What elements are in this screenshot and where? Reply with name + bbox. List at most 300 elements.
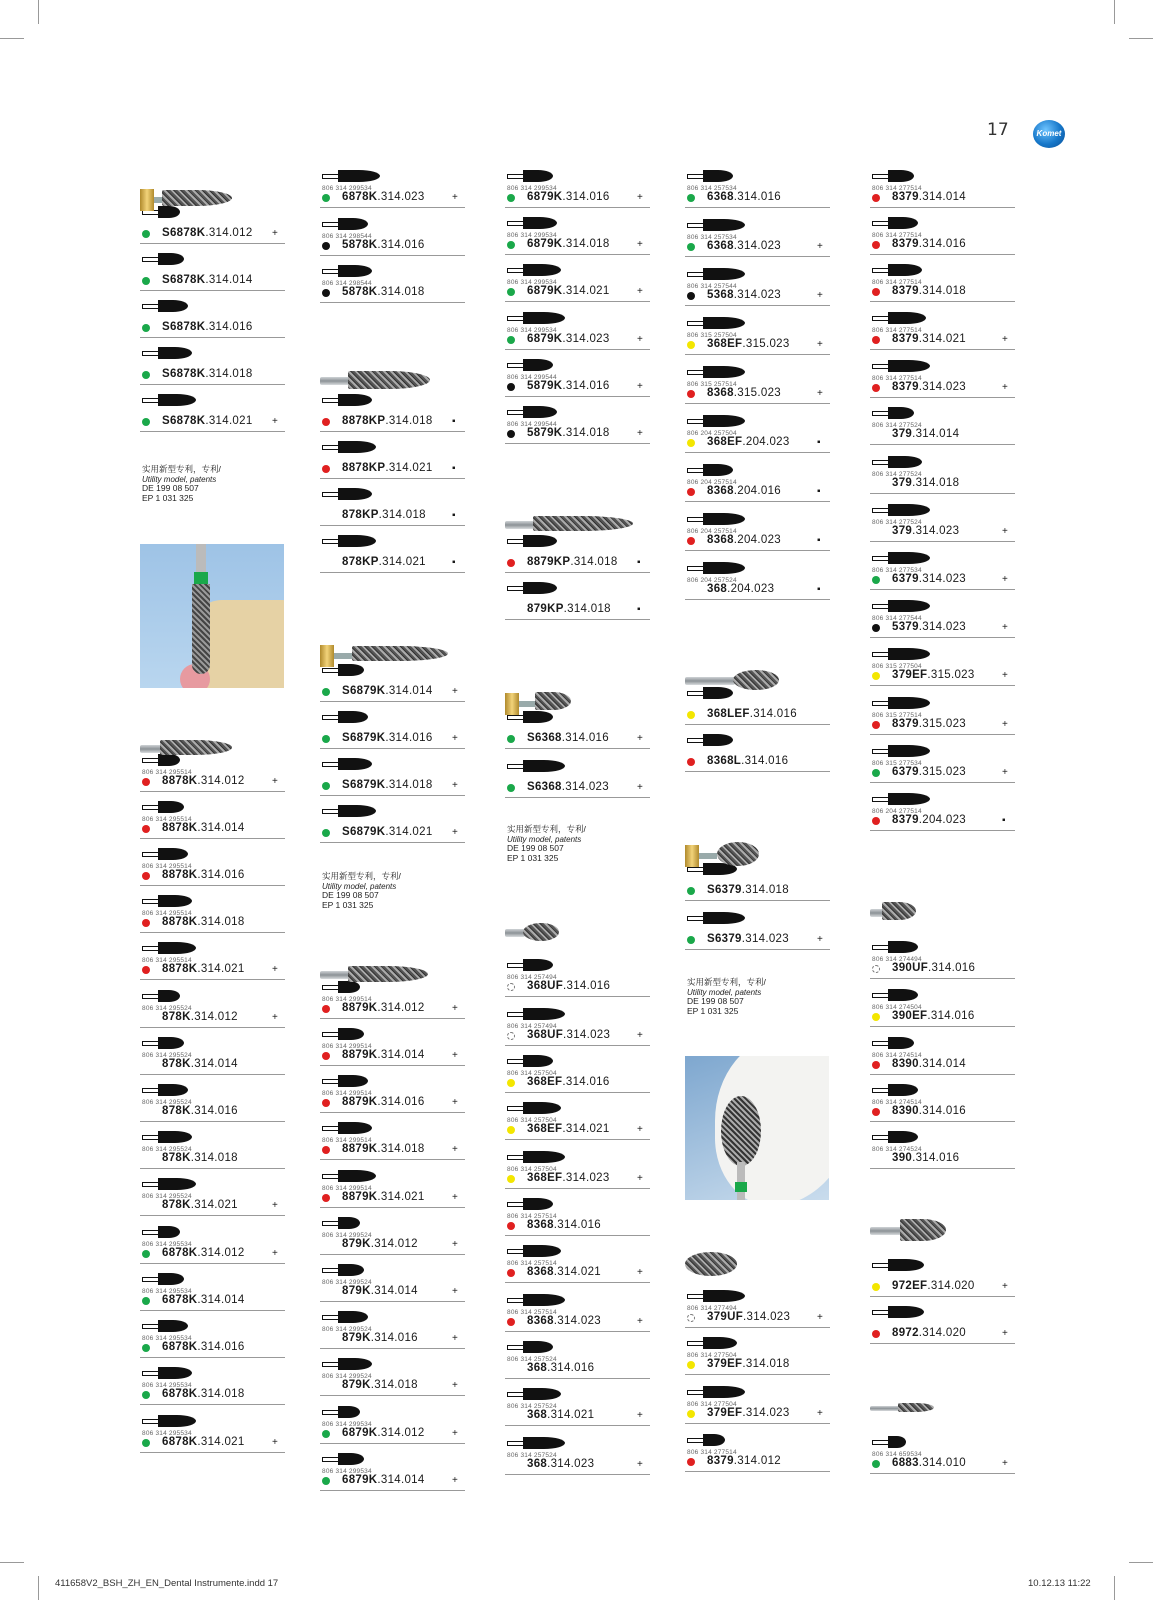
- divider: [870, 978, 1015, 979]
- reference-prefix: 6878K: [162, 1388, 198, 1400]
- reference-suffix: .314.016: [561, 732, 609, 744]
- shank-icon: [142, 351, 159, 356]
- grit-color-dot: [872, 384, 880, 392]
- reference-number: [892, 1105, 966, 1117]
- head-icon: [158, 1178, 196, 1190]
- grit-color-dot: [142, 230, 150, 238]
- grit-color-dot: [322, 1005, 330, 1013]
- availability-mark: +: [637, 286, 643, 297]
- reference-suffix: .314.016: [197, 1341, 245, 1353]
- reference-number: [707, 338, 790, 350]
- availability-mark: +: [272, 1012, 278, 1023]
- divider: [870, 734, 1015, 735]
- grit-color-dot: [687, 439, 695, 447]
- reference-number: [342, 1238, 418, 1250]
- reference-suffix: .314.018: [197, 916, 245, 928]
- grit-color-dot: [687, 537, 695, 545]
- reference-suffix: .314.023: [743, 1311, 791, 1323]
- head-icon: [338, 1311, 368, 1323]
- shank-icon: [687, 738, 704, 743]
- catalog-item: [140, 1269, 285, 1315]
- reference-prefix: 8368: [707, 485, 734, 497]
- divider: [140, 1452, 285, 1453]
- divider: [685, 354, 830, 355]
- head-icon: [523, 1437, 565, 1449]
- head-icon: [158, 1320, 188, 1332]
- reference-number: [707, 485, 781, 497]
- footer-file: 411658V2_BSH_ZH_EN_Dental Instrumente.indd 17: [55, 1578, 279, 1589]
- reference-number: [342, 779, 433, 791]
- reference-prefix: 8390: [892, 1058, 919, 1070]
- reference-suffix: .314.016: [385, 732, 433, 744]
- catalog-item: [140, 1316, 285, 1362]
- grit-color-dot: [872, 1330, 880, 1338]
- reference-prefix: 878KP: [342, 509, 379, 521]
- order-code: 806 314 298544: [322, 280, 372, 287]
- divider: [140, 1027, 285, 1028]
- catalog-item: [140, 1080, 285, 1126]
- reference-prefix: 6879K: [342, 1427, 378, 1439]
- divider: [685, 403, 830, 404]
- catalog-item: [320, 1449, 465, 1495]
- reference-prefix: S6878K: [162, 274, 206, 286]
- order-code: 806 314 295514: [142, 957, 192, 964]
- shank-icon: [322, 809, 339, 814]
- grit-color-dot: [322, 829, 330, 837]
- shank-icon: [142, 1135, 159, 1140]
- shank-icon: [872, 364, 889, 369]
- shank-icon: [142, 304, 159, 309]
- shank-icon: [507, 1155, 524, 1160]
- head-icon: [888, 360, 930, 372]
- catalog-item: [870, 1432, 1015, 1478]
- catalog-item: [685, 460, 830, 506]
- grit-color-dot: [687, 758, 695, 766]
- reference-suffix: .314.018: [741, 884, 789, 896]
- reference-number: [707, 289, 781, 301]
- reference-number: [892, 1327, 966, 1339]
- availability-mark: ▪: [1002, 815, 1006, 826]
- availability-mark: +: [272, 416, 278, 427]
- reference-number: [527, 380, 610, 392]
- divider: [320, 795, 465, 796]
- reference-number: [527, 781, 609, 793]
- catalog-item: [320, 1307, 465, 1353]
- head-icon: [703, 1337, 737, 1349]
- head-icon: [523, 760, 565, 772]
- reference-number: [342, 191, 425, 203]
- grit-color-dot: [872, 672, 880, 680]
- grit-color-dot: [687, 194, 695, 202]
- catalog-item: [505, 1004, 650, 1050]
- head-icon: [888, 1131, 918, 1143]
- shank-icon: [872, 508, 889, 513]
- divider: [685, 599, 830, 600]
- divider: [140, 290, 285, 291]
- catalog-item: [685, 264, 830, 310]
- shank-icon: [872, 460, 889, 465]
- shank-icon: [507, 221, 524, 226]
- shank-icon: [507, 410, 524, 415]
- head-icon: [703, 268, 745, 280]
- catalog-item: [870, 403, 1015, 449]
- head-icon: [703, 366, 745, 378]
- shank-icon: [507, 174, 524, 179]
- order-code: 806 204 257524: [687, 577, 737, 584]
- availability-mark: +: [817, 290, 823, 301]
- divider: [140, 1168, 285, 1169]
- reference-prefix: 878K: [162, 1058, 191, 1070]
- divider: [870, 685, 1015, 686]
- reference-suffix: .314.021: [205, 415, 253, 427]
- reference-prefix: 368: [527, 1362, 548, 1374]
- head-icon: [158, 895, 192, 907]
- divider: [685, 207, 830, 208]
- clinical-photo-tooth-prep: [140, 544, 284, 688]
- order-code: 806 314 257504: [507, 1117, 557, 1124]
- patent-note: 实用新型专利，专利/ Utility model, patents DE 199 08 507 EP 1 031 325: [322, 871, 401, 910]
- reference-suffix: .314.016: [912, 1152, 960, 1164]
- reference-number: [342, 286, 425, 298]
- grit-color-dot: [872, 817, 880, 825]
- instrument-image-390uf: [870, 900, 920, 928]
- reference-number: [527, 1076, 610, 1088]
- reference-prefix: 8879KP: [527, 556, 571, 568]
- shank-icon: [872, 945, 889, 950]
- reference-prefix: 8878KP: [342, 415, 386, 427]
- grit-color-dot: [687, 488, 695, 496]
- reference-suffix: .314.018: [370, 1379, 418, 1391]
- head-icon: [338, 441, 376, 453]
- availability-mark: +: [452, 827, 458, 838]
- availability-mark: +: [817, 388, 823, 399]
- grit-color-dot: [687, 1410, 695, 1418]
- shank-icon: [142, 946, 159, 951]
- head-icon: [888, 1436, 906, 1448]
- grit-color-dot: [507, 241, 515, 249]
- reference-suffix: .314.018: [385, 779, 433, 791]
- reference-suffix: .314.023: [912, 525, 960, 537]
- shank-icon: [142, 257, 159, 262]
- divider: [685, 900, 830, 901]
- availability-mark: ▪: [452, 510, 456, 521]
- availability-mark: ▪: [637, 557, 641, 568]
- reference-prefix: 8878K: [162, 869, 198, 881]
- reference-suffix: .314.012: [190, 1011, 238, 1023]
- divider: [685, 1423, 830, 1424]
- reference-prefix: 8379: [892, 285, 919, 297]
- reference-suffix: .314.016: [205, 321, 253, 333]
- availability-mark: +: [1002, 1328, 1008, 1339]
- catalog-item: [320, 1354, 465, 1400]
- divider: [140, 1215, 285, 1216]
- shank-icon: [872, 604, 889, 609]
- catalog-item: [505, 1194, 650, 1240]
- catalog-item: [140, 986, 285, 1032]
- order-code: 806 314 295534: [142, 1430, 192, 1437]
- shank-icon: [872, 797, 889, 802]
- order-code: 806 314 295534: [142, 1382, 192, 1389]
- order-code: 806 314 257494: [507, 974, 557, 981]
- reference-suffix: .314.023: [918, 573, 966, 585]
- reference-number: [162, 227, 253, 239]
- shank-icon: [872, 993, 889, 998]
- availability-mark: +: [817, 1408, 823, 1419]
- head-icon: [338, 1358, 372, 1370]
- grit-color-dot: [322, 1052, 330, 1060]
- crop-mark: [1129, 38, 1153, 39]
- availability-mark: +: [452, 1428, 458, 1439]
- head-icon: [703, 1434, 725, 1446]
- order-code: 806 314 274524: [872, 1146, 922, 1153]
- catalog-item: [870, 985, 1015, 1031]
- reference-prefix: 379EF: [707, 1358, 743, 1370]
- shank-icon: [322, 445, 339, 450]
- catalog-item: [505, 1337, 650, 1383]
- availability-mark: +: [637, 1267, 643, 1278]
- grit-color-dot: [142, 825, 150, 833]
- divider: [320, 1395, 465, 1396]
- divider: [505, 1045, 650, 1046]
- head-icon: [338, 170, 380, 182]
- reference-number: [342, 1474, 425, 1486]
- availability-mark: +: [637, 1030, 643, 1041]
- divider: [870, 1296, 1015, 1297]
- shank-icon: [872, 1310, 889, 1315]
- grit-color-dot: [507, 1032, 515, 1040]
- divider: [685, 1327, 830, 1328]
- reference-number: [342, 685, 433, 697]
- head-icon: [338, 805, 376, 817]
- order-code: 806 204 257514: [687, 479, 737, 486]
- reference-suffix: .314.023: [733, 289, 781, 301]
- reference-prefix: 8972: [892, 1327, 919, 1339]
- reference-prefix: 368: [707, 583, 728, 595]
- head-icon: [158, 1131, 192, 1143]
- divider: [320, 1443, 465, 1444]
- grit-color-dot: [872, 1013, 880, 1021]
- shank-icon: [872, 1440, 889, 1445]
- catalog-item: [870, 789, 1015, 835]
- head-icon: [888, 170, 914, 182]
- reference-number: [162, 1388, 245, 1400]
- reference-prefix: 368EF: [527, 1076, 563, 1088]
- reference-number: [527, 980, 610, 992]
- shank-icon: [142, 1230, 159, 1235]
- grit-color-dot: [507, 1222, 515, 1230]
- reference-prefix: 6879K: [527, 191, 563, 203]
- divider: [140, 1074, 285, 1075]
- reference-number: [162, 1152, 238, 1164]
- shank-icon: [687, 1390, 704, 1395]
- reference-number: [707, 240, 781, 252]
- reference-number: [162, 963, 245, 975]
- grit-color-dot: [322, 418, 330, 426]
- grit-color-dot: [507, 1175, 515, 1183]
- availability-mark: +: [817, 241, 823, 252]
- reference-suffix: .314.023: [918, 381, 966, 393]
- divider: [320, 207, 465, 208]
- reference-suffix: .314.018: [563, 603, 611, 615]
- grit-color-dot: [507, 559, 515, 567]
- head-icon: [338, 218, 368, 230]
- catalog-item: [870, 1080, 1015, 1126]
- shank-icon: [142, 899, 159, 904]
- head-icon: [523, 1341, 553, 1353]
- grit-color-dot: [872, 769, 880, 777]
- catalog-item: [685, 215, 830, 261]
- catalog-item: [140, 844, 285, 890]
- catalog-item: [320, 1024, 465, 1070]
- reference-number: [162, 1341, 245, 1353]
- instrument-image-6883: [870, 1396, 940, 1424]
- order-code: 806 314 257524: [507, 1356, 557, 1363]
- catalog-item: [320, 261, 465, 307]
- reference-prefix: 878K: [162, 1152, 191, 1164]
- head-icon: [888, 407, 914, 419]
- availability-mark: +: [637, 1173, 643, 1184]
- reference-prefix: 8379: [892, 718, 919, 730]
- head-icon: [158, 253, 184, 265]
- reference-number: [892, 962, 975, 974]
- grit-color-dot: [507, 194, 515, 202]
- reference-prefix: 8878KP: [342, 462, 386, 474]
- divider: [140, 384, 285, 385]
- catalog-item: [320, 1071, 465, 1117]
- head-icon: [888, 1084, 918, 1096]
- catalog-item: [870, 213, 1015, 259]
- grit-color-dot: [322, 782, 330, 790]
- grit-color-dot: [507, 1269, 515, 1277]
- availability-mark: +: [637, 192, 643, 203]
- head-icon: [158, 990, 180, 1002]
- divider: [505, 797, 650, 798]
- reference-number: [527, 285, 610, 297]
- catalog-item: [870, 260, 1015, 306]
- divider: [870, 397, 1015, 398]
- reference-suffix: .314.023: [547, 1458, 595, 1470]
- reference-suffix: .314.021: [547, 1409, 595, 1421]
- availability-mark: +: [1002, 382, 1008, 393]
- reference-suffix: .314.020: [918, 1327, 966, 1339]
- divider: [685, 550, 830, 551]
- shank-icon: [687, 370, 704, 375]
- reference-suffix: .315.023: [918, 766, 966, 778]
- grit-color-dot: [142, 966, 150, 974]
- instrument-image-972ef: [870, 1218, 950, 1246]
- divider: [140, 838, 285, 839]
- order-code: 806 314 277514: [872, 232, 922, 239]
- catalog-item: [140, 343, 285, 389]
- instrument-image-s6379: [685, 842, 765, 870]
- availability-mark: +: [452, 780, 458, 791]
- reference-number: [707, 387, 781, 399]
- reference-number: [527, 732, 609, 744]
- shank-icon: [507, 1249, 524, 1254]
- reference-suffix: .314.016: [370, 1332, 418, 1344]
- shank-icon: [872, 701, 889, 706]
- reference-number: [342, 1427, 425, 1439]
- reference-prefix: 878K: [162, 1199, 191, 1211]
- crop-mark: [1114, 0, 1115, 24]
- reference-suffix: .314.018: [190, 1152, 238, 1164]
- grit-color-dot: [142, 277, 150, 285]
- divider: [685, 256, 830, 257]
- head-icon: [338, 1217, 360, 1229]
- shank-icon: [872, 221, 889, 226]
- divider: [140, 1263, 285, 1264]
- catalog-item: [685, 558, 830, 604]
- shank-icon: [872, 1041, 889, 1046]
- reference-suffix: .204.023: [742, 436, 790, 448]
- divider: [140, 1357, 285, 1358]
- shank-icon: [687, 1294, 704, 1299]
- reference-number: [892, 814, 966, 826]
- reference-suffix: .314.023: [562, 1172, 610, 1184]
- availability-mark: +: [637, 782, 643, 793]
- shank-icon: [322, 398, 339, 403]
- shank-icon: [687, 419, 704, 424]
- reference-suffix: .314.018: [377, 286, 425, 298]
- head-icon: [888, 1037, 914, 1049]
- reference-number: [162, 775, 245, 787]
- reference-number: [707, 583, 774, 595]
- head-icon: [338, 1453, 364, 1465]
- reference-prefix: 8879K: [342, 1191, 378, 1203]
- grit-color-dot: [142, 1391, 150, 1399]
- reference-prefix: 368: [527, 1409, 548, 1421]
- reference-suffix: .314.016: [928, 962, 976, 974]
- shank-icon: [142, 852, 159, 857]
- reference-number: [162, 1105, 238, 1117]
- divider: [140, 885, 285, 886]
- order-code: 806 315 277504: [872, 663, 922, 670]
- reference-number: [892, 238, 966, 250]
- reference-prefix: 8368: [707, 387, 734, 399]
- order-code: 806 314 299524: [322, 1232, 372, 1239]
- order-code: 806 314 659534: [872, 1451, 922, 1458]
- reference-suffix: .314.014: [377, 1474, 425, 1486]
- divider: [320, 478, 465, 479]
- availability-mark: ▪: [452, 557, 456, 568]
- divider: [320, 1490, 465, 1491]
- shank-icon: [142, 994, 159, 999]
- reference-number: [892, 669, 975, 681]
- availability-mark: +: [1002, 670, 1008, 681]
- divider: [320, 1112, 465, 1113]
- instrument-image-s6878k: [140, 186, 230, 214]
- reference-number: [707, 436, 790, 448]
- reference-number: [527, 1409, 594, 1421]
- shank-icon: [872, 1135, 889, 1140]
- shank-icon: [687, 1438, 704, 1443]
- availability-mark: +: [637, 1459, 643, 1470]
- order-code: 806 314 277494: [687, 1305, 737, 1312]
- head-icon: [338, 1075, 368, 1087]
- shank-icon: [322, 1174, 339, 1179]
- order-code: 806 314 295524: [142, 1005, 192, 1012]
- reference-suffix: .314.016: [562, 1076, 610, 1088]
- instrument-image-s6879k: [320, 642, 450, 670]
- shank-icon: [872, 174, 889, 179]
- reference-suffix: .314.021: [385, 826, 433, 838]
- catalog-item: [685, 166, 830, 212]
- reference-number: [527, 1219, 601, 1231]
- reference-number: [162, 1011, 238, 1023]
- reference-number: [162, 274, 253, 286]
- grit-color-dot: [872, 194, 880, 202]
- reference-number: [162, 368, 253, 380]
